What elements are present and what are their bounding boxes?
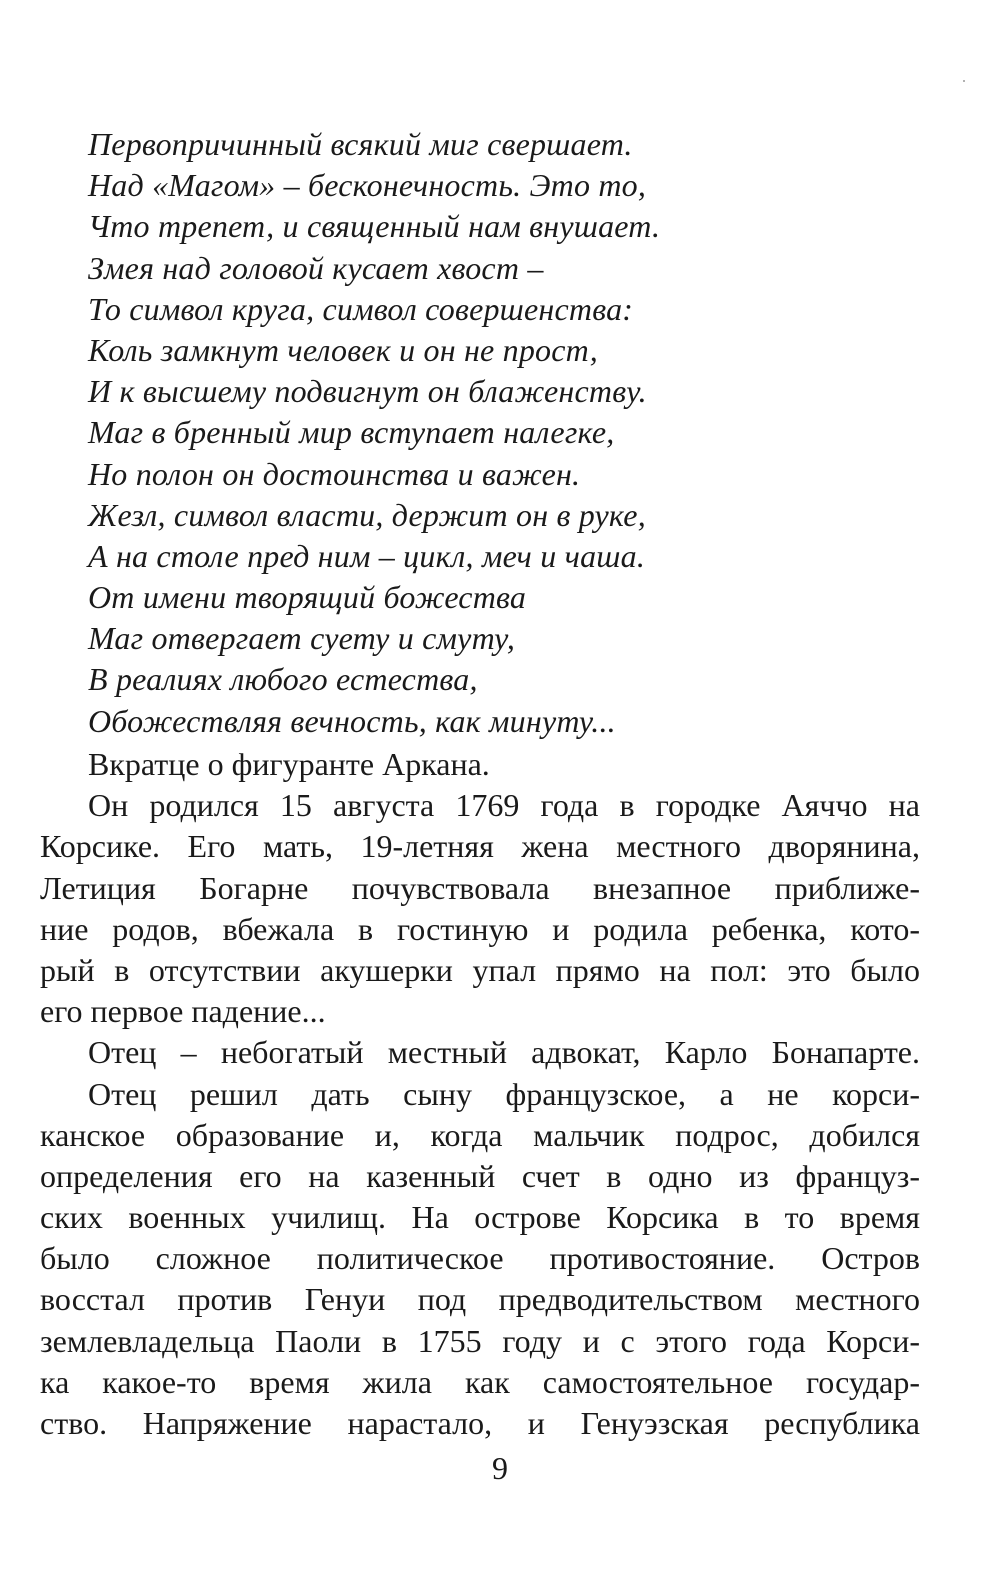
poem-line: В реалиях любого естества, [88,661,478,698]
poem-line: Маг в бренный мир вступает налегке, [88,414,615,451]
poem-line: Первопричинный всякий миг свершает. [88,126,633,162]
poem-line: Змея над головой кусает хвост – [88,249,544,286]
paragraph-line: Отец решил дать сыну французское, а не корси- [88,1075,920,1112]
paragraph-line: Он родился 15 августа 1769 года в городке Аяччо на [88,787,920,824]
paragraph-line: определения его на казенный счет в одно из француз- [40,1157,920,1194]
poem-line: Коль замкнут человек и он не прост, [88,331,598,368]
paragraph-line: было сложное политическое противостояние. Остров [40,1240,920,1277]
paragraph-line: Отец – небогатый местный адвокат, Карло Бонапарте. [88,1034,920,1071]
paragraph-line: Вкратце о фигуранте Аркана. [88,746,490,782]
page-number: 9 [492,1450,508,1486]
paragraph-line: ние родов, вбежала в гостиную и родила ребенка, кото- [40,910,920,947]
paper-speck [963,80,965,82]
poem-line: А на столе пред ним – цикл, меч и чаша. [88,537,646,574]
poem-line: И к высшему подвигнут он блаженству. [88,373,647,410]
paragraph-line: рый в отсутствии акушерки упал прямо на пол: это было [40,951,920,988]
paragraph-line: восстал против Генуи под предводительством местного [40,1281,920,1318]
poem-line: Но полон он достоинства и важен. [88,455,581,492]
poem-line: От имени творящий божества [88,579,527,616]
poem-line: Что трепет, и священный нам внушает. [88,208,661,245]
poem-block [88,124,928,742]
paragraph-line: ство. Напряжение нарастало, и Генуэзская республика [40,1405,920,1441]
poem-line: Обожествляя вечность, как минуту... [88,702,616,739]
paragraph-line: Корсике. Его мать, 19-летняя жена местного дворянина, [40,828,920,865]
paragraph-line: ских военных училищ. На острове Корсика в то время [40,1199,920,1236]
paragraph-line: ка какое-то время жила как самостоятельное государ- [40,1363,920,1400]
paragraph-line: его первое падение... [40,993,326,1030]
poem-line: Жезл, символ власти, держит он в руке, [88,496,646,533]
paragraph-line: канское образование и, когда мальчик подрос, добился [40,1116,920,1153]
prose-block [40,744,920,1444]
poem-line: Маг отвергает суету и смуту, [88,620,516,657]
paragraph-line: землевладельца Паоли в 1755 году и с этого года Корси- [40,1322,920,1359]
poem-line: Над «Магом» – бесконечность. Это то, [88,167,647,204]
paragraph-line: Летиция Богарне почувствовала внезапное приближе- [40,869,920,906]
poem-line: То символ круга, символ совершенства: [88,290,634,327]
